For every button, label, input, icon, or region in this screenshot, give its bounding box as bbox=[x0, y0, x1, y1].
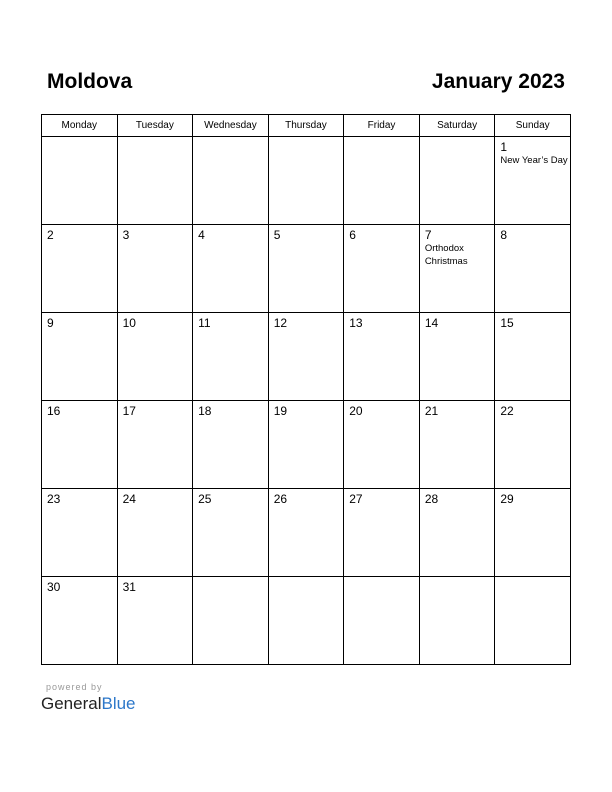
day-cell bbox=[344, 313, 420, 401]
day-number: 14 bbox=[424, 316, 439, 330]
calendar-grid bbox=[41, 114, 571, 665]
day-number: 31 bbox=[122, 580, 136, 594]
week-row bbox=[42, 225, 571, 313]
day-cell bbox=[344, 489, 420, 577]
week-row bbox=[42, 313, 571, 401]
day-number: 7 bbox=[424, 228, 432, 242]
day-number: 24 bbox=[122, 492, 136, 506]
holiday-label: Orthodox Christmas bbox=[424, 243, 468, 267]
day-number: 11 bbox=[198, 316, 211, 330]
day-number: 10 bbox=[122, 316, 136, 330]
day-cell bbox=[117, 137, 193, 225]
day-cell bbox=[344, 225, 420, 313]
day-number: 16 bbox=[47, 404, 61, 418]
day-number: 25 bbox=[198, 492, 212, 506]
day-cell bbox=[419, 225, 495, 313]
day-number: 15 bbox=[500, 316, 514, 330]
week-row bbox=[42, 137, 571, 225]
day-cell bbox=[344, 401, 420, 489]
weekday-saturday: Saturday bbox=[419, 115, 495, 137]
day-cell bbox=[495, 313, 571, 401]
day-cell bbox=[268, 225, 344, 313]
day-cell bbox=[268, 401, 344, 489]
day-cell bbox=[419, 401, 495, 489]
day-cell bbox=[344, 137, 420, 225]
day-cell bbox=[495, 401, 571, 489]
day-number: 5 bbox=[273, 228, 281, 242]
calendar-header bbox=[41, 70, 571, 100]
brand-general-text: General bbox=[41, 694, 102, 713]
country-title: Moldova bbox=[47, 70, 133, 93]
day-cell bbox=[193, 401, 269, 489]
day-cell bbox=[419, 137, 495, 225]
day-cell bbox=[268, 313, 344, 401]
day-cell bbox=[117, 401, 193, 489]
day-cell bbox=[495, 577, 571, 665]
day-cell bbox=[117, 577, 193, 665]
day-number: 13 bbox=[349, 316, 363, 330]
weekday-header-row bbox=[42, 115, 571, 137]
week-row bbox=[42, 577, 571, 665]
day-cell bbox=[193, 577, 269, 665]
day-cell bbox=[344, 577, 420, 665]
day-number: 27 bbox=[349, 492, 363, 506]
day-cell bbox=[193, 313, 269, 401]
day-cell bbox=[42, 137, 118, 225]
weekday-wednesday: Wednesday bbox=[193, 115, 269, 137]
day-cell bbox=[42, 313, 118, 401]
powered-by-label: powered by bbox=[46, 682, 103, 692]
day-number: 23 bbox=[47, 492, 61, 506]
day-number: 6 bbox=[349, 228, 356, 242]
week-row bbox=[42, 489, 571, 577]
day-cell bbox=[193, 137, 269, 225]
day-cell bbox=[117, 225, 193, 313]
day-number: 19 bbox=[273, 404, 288, 418]
day-number: 22 bbox=[500, 404, 514, 418]
day-cell bbox=[419, 489, 495, 577]
day-cell bbox=[42, 489, 118, 577]
day-cell bbox=[495, 225, 571, 313]
week-row bbox=[42, 401, 571, 489]
day-cell bbox=[268, 577, 344, 665]
day-number: 12 bbox=[273, 316, 288, 330]
day-cell bbox=[117, 489, 193, 577]
day-number: 29 bbox=[500, 492, 514, 506]
day-number: 28 bbox=[424, 492, 439, 506]
generalblue-logo[interactable] bbox=[41, 694, 136, 714]
weekday-friday: Friday bbox=[344, 115, 420, 137]
day-number: 8 bbox=[500, 228, 508, 242]
day-cell bbox=[495, 137, 571, 225]
day-cell bbox=[495, 489, 571, 577]
day-cell bbox=[419, 313, 495, 401]
day-cell bbox=[42, 577, 118, 665]
weekday-monday: Monday bbox=[42, 115, 118, 137]
day-number: 18 bbox=[198, 404, 212, 418]
day-cell bbox=[268, 489, 344, 577]
day-number: 2 bbox=[47, 228, 54, 242]
holiday-label: New Year’s Day bbox=[500, 155, 568, 166]
day-cell bbox=[419, 577, 495, 665]
day-number: 26 bbox=[273, 492, 288, 506]
day-number: 21 bbox=[424, 404, 439, 418]
day-cell bbox=[193, 225, 269, 313]
weekday-thursday: Thursday bbox=[268, 115, 344, 137]
weekday-tuesday: Tuesday bbox=[117, 115, 193, 137]
day-cell bbox=[42, 225, 118, 313]
weekday-sunday: Sunday bbox=[495, 115, 571, 137]
day-number: 9 bbox=[47, 316, 54, 330]
brand-blue-text: Blue bbox=[101, 694, 136, 713]
day-number: 17 bbox=[122, 404, 136, 418]
day-cell bbox=[193, 489, 269, 577]
day-number: 30 bbox=[47, 580, 61, 594]
day-number: 1 bbox=[500, 140, 508, 154]
day-cell bbox=[117, 313, 193, 401]
day-number: 4 bbox=[198, 228, 205, 242]
day-cell bbox=[42, 401, 118, 489]
day-number: 3 bbox=[122, 228, 130, 242]
day-cell bbox=[268, 137, 344, 225]
day-number: 20 bbox=[349, 404, 363, 418]
month-year-title: January 2023 bbox=[431, 70, 565, 93]
